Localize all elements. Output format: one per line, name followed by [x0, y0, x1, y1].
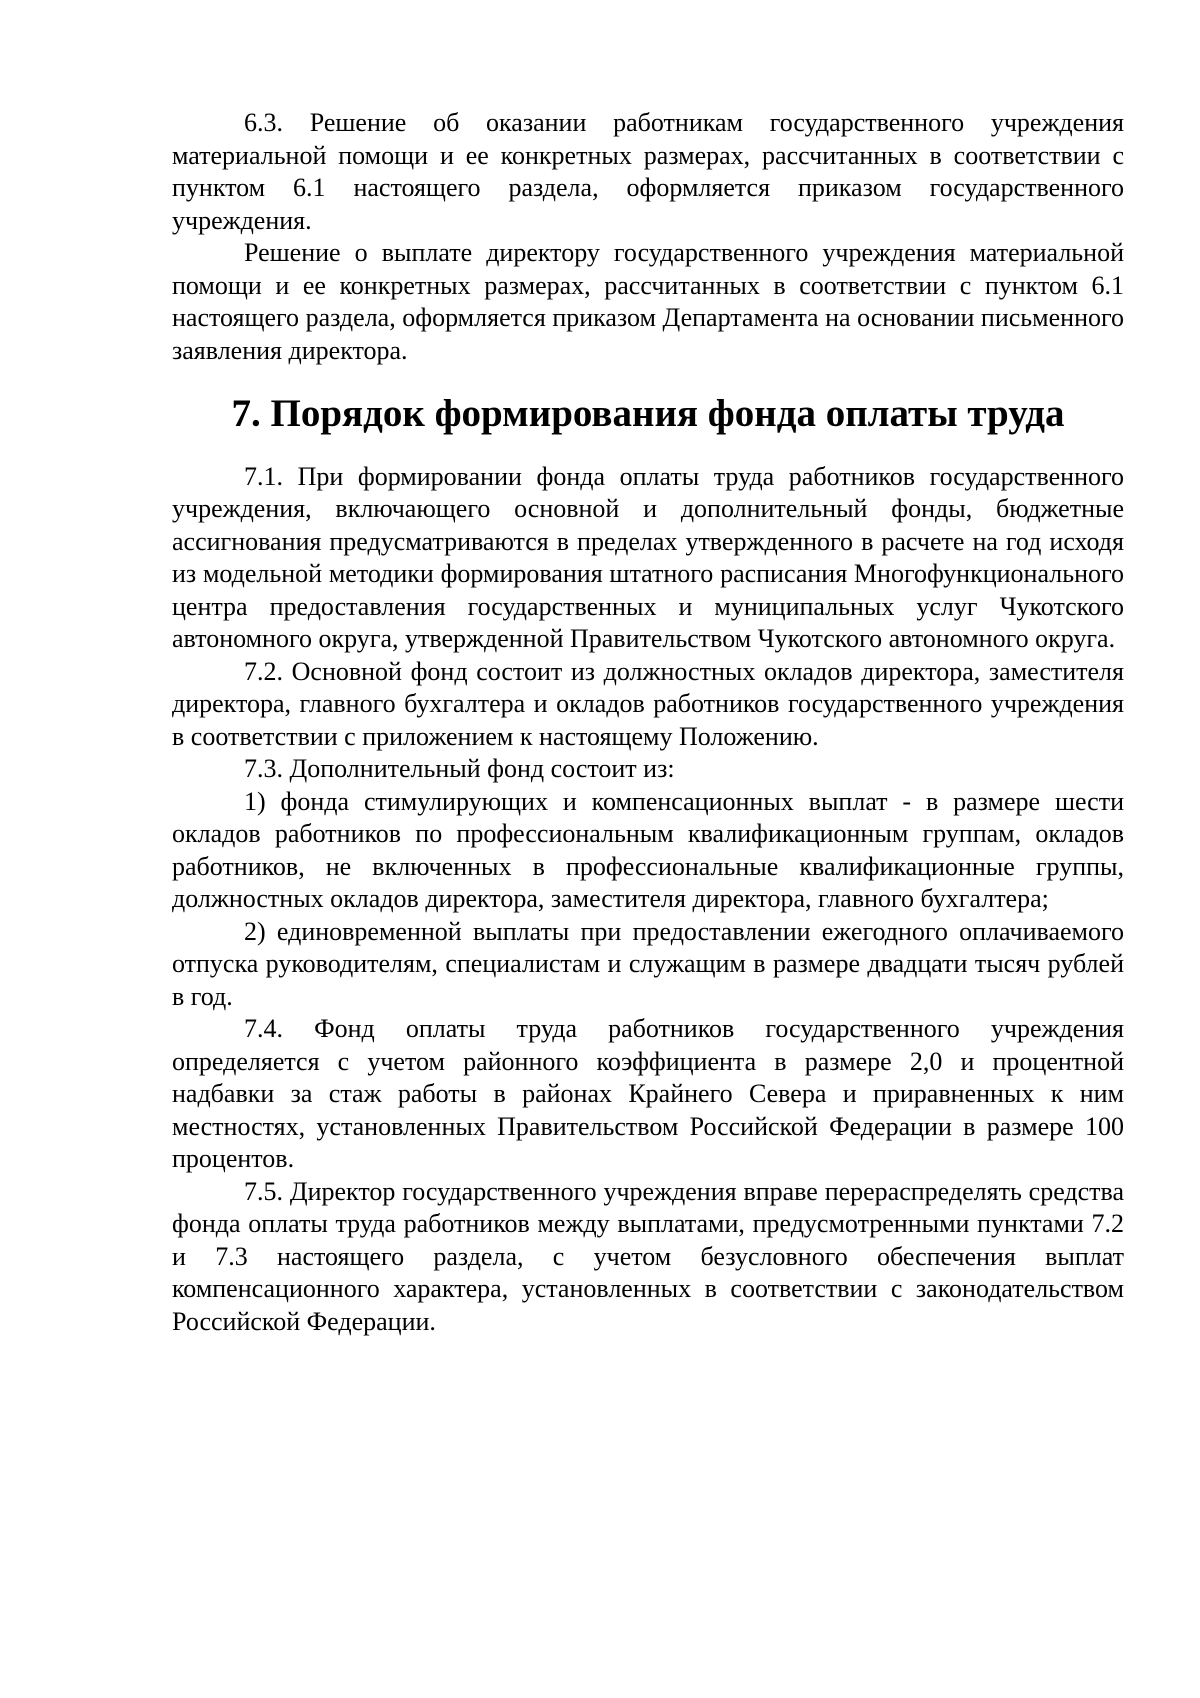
paragraph-7-4: 7.4. Фонд оплаты труда работников государственного учреждения определяется с учетом районного коэффициента в размере 2,0 и процентной надбавки за стаж работы в районах Крайнего Севера и приравненных к ним местностях, установленных Правительством Российской Федерации в размере 100 процентов. — [172, 1014, 1124, 1173]
paragraph-6-3-director: Решение о выплате директору государственного учреждения материальной помощи и ее конкретных размерах, рассчитанных в соответствии с пунктом 6.1 настоящего раздела, оформляется приказом Департамента на основании письменного заявления директора. — [172, 238, 1124, 365]
paragraph-7-3: 7.3. Дополнительный фонд состоит из: — [244, 754, 675, 783]
section-title-7: 7. Порядок формирования фонда оплаты труда — [231, 392, 1065, 435]
paragraph-7-3-item-1: 1) фонда стимулирующих и компенсационных выплат - в размере шести окладов работников по профессиональным квалификационным группам, окладов работников, не включенных в профессиональные квалификационные группы, должностных окладов директора, заместителя директора, главного бухгалтера; — [172, 786, 1124, 913]
paragraph-6-3: 6.3. Решение об оказании работникам государственного учреждения материальной помощи и ее конкретных размерах, рассчитанных в соответствии с пунктом 6.1 настоящего раздела, оформляется приказом государственного учреждения. — [172, 108, 1124, 235]
paragraph-7-2: 7.2. Основной фонд состоит из должностных окладов директора, заместителя директора, главного бухгалтера и окладов работников государственного учреждения в соответствии с приложением к настоящему Положению. — [172, 656, 1124, 751]
paragraph-7-3-item-2: 2) единовременной выплаты при предоставлении ежегодного оплачиваемого отпуска руководителям, специалистам и служащим в размере двадцати тысяч рублей в год. — [172, 916, 1124, 1011]
paragraph-7-5: 7.5. Директор государственного учреждения вправе перераспределять средства фонда оплаты труда работников между выплатами, предусмотренными пунктами 7.2 и 7.3 настоящего раздела, с учетом безусловного обеспечения выплат компенсационного характера, установленных в соответствии с законодательством Российской Федерации. — [172, 1176, 1124, 1336]
paragraph-7-1: 7.1. При формировании фонда оплаты труда работников государственного учреждения, включающего основной и дополнительный фонды, бюджетные ассигнования предусматриваются в пределах утвержденного в расчете на год исходя из модельной методики формирования штатного расписания Многофункционального центра предоставления государственных и муниципальных услуг Чукотского автономного округа, утвержденной Правительством Чукотского автономного округа. — [172, 461, 1124, 653]
document-page — [172, 107, 1124, 1338]
